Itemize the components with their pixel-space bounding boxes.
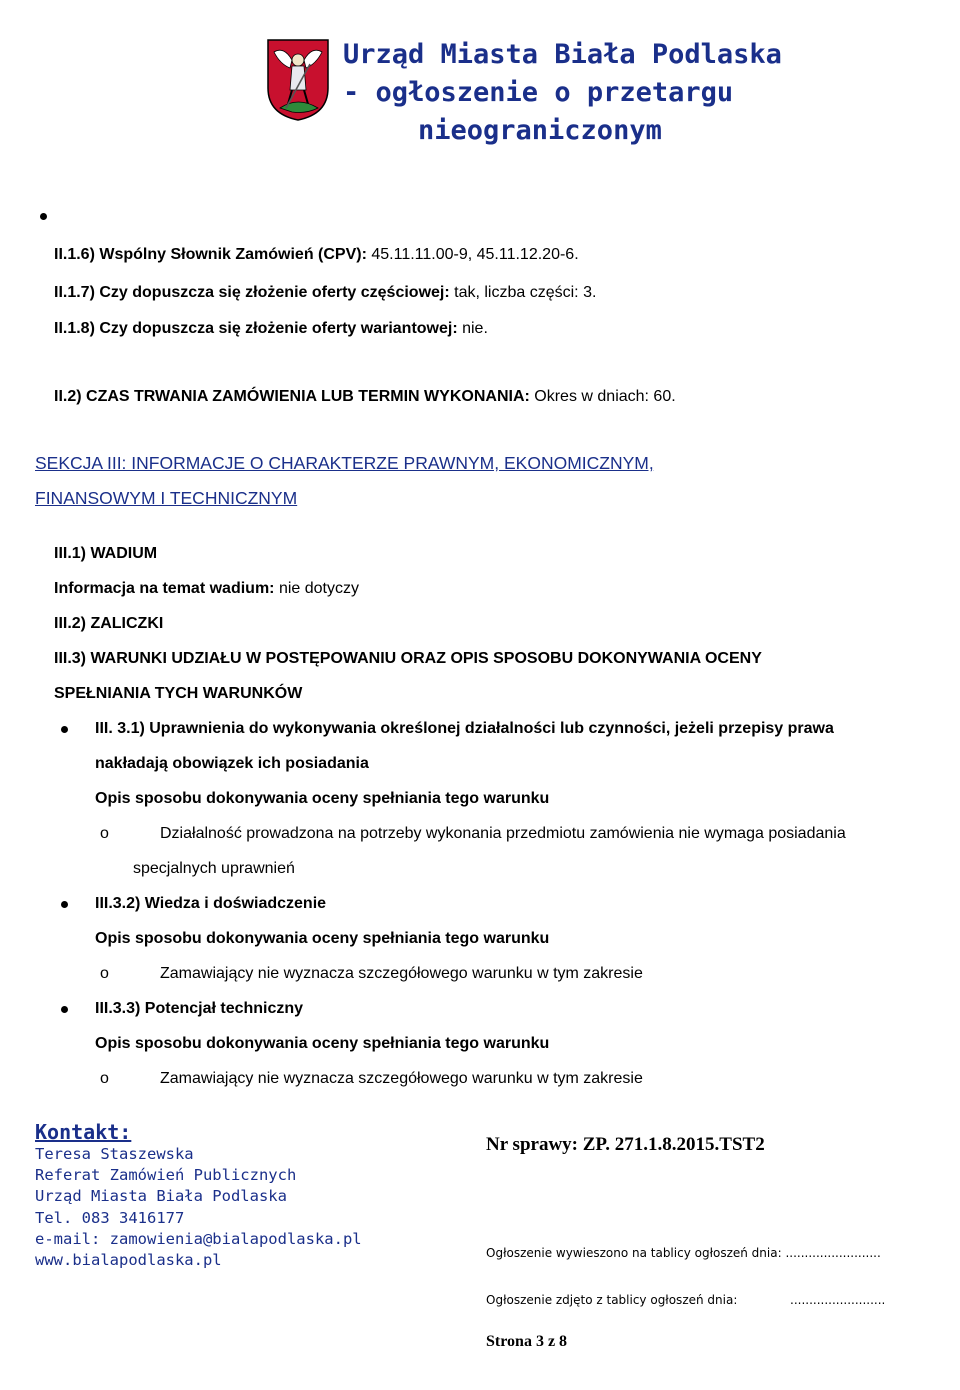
duration-label: II.2) CZAS TRWANIA ZAMÓWIENIA LUB TERMIN WYKONANIA: (54, 388, 530, 405)
bullet-item-3 (61, 1006, 68, 1013)
item1-desc-line1: Działalność prowadzona na potrzeby wykonania przedmiotu zamówienia nie wymaga posiadania (160, 825, 846, 842)
item1-title-line2: nakładają obowiązek ich posiadania (95, 755, 369, 772)
item2-sub-bullet: o (100, 965, 109, 982)
item1-desc-line2: specjalnych uprawnień (133, 860, 295, 877)
coat-of-arms-icon (266, 38, 330, 122)
cpv-line (54, 246, 579, 264)
posted-label: Ogłoszenie wywieszono na tablicy ogłoszeń dnia: (486, 1246, 786, 1260)
header-title (343, 36, 782, 150)
item3-sub-bullet: o (100, 1070, 109, 1087)
contact-phone: Tel. 083 3416177 (35, 1209, 185, 1227)
duration-value: Okres w dniach: 60. (529, 388, 676, 405)
item2-desc-label: Opis sposobu dokonywania oceny spełniania tego warunku (95, 930, 550, 947)
item1-sub-bullet: o (100, 825, 109, 842)
case-number: Nr sprawy: ZP. 271.1.8.2015.TST2 (486, 1134, 765, 1155)
zaliczki-heading: III.2) ZALICZKI (54, 615, 164, 632)
variant-offer-value: nie. (457, 320, 488, 337)
item3-desc-label: Opis sposobu dokonywania oceny spełniania tego warunku (95, 1035, 550, 1052)
bullet-item-1 (61, 726, 68, 733)
contact-website-link[interactable]: www.bialapodlaska.pl (35, 1251, 222, 1269)
cpv-value: 45.11.11.00-9, 45.11.12.20-6. (366, 246, 579, 263)
posted-line (486, 1246, 881, 1260)
item1-desc-label: Opis sposobu dokonywania oceny spełniania tego warunku (95, 790, 550, 807)
bullet-empty (40, 213, 47, 220)
removed-value: ......................... (790, 1293, 886, 1307)
cpv-label: II.1.6) Wspólny Słownik Zamówień (CPV): (54, 246, 367, 263)
contact-email-label: e-mail: (35, 1230, 110, 1248)
warunki-heading-line2: SPEŁNIANIA TYCH WARUNKÓW (54, 685, 303, 702)
variant-offer-label: II.1.8) Czy dopuszcza się złożenie oferty wariantowej: (54, 320, 458, 337)
contact-office: Urząd Miasta Biała Podlaska (35, 1187, 287, 1205)
wadium-line (54, 580, 359, 598)
partial-offer-value: tak, liczba części: 3. (449, 284, 597, 301)
item2-desc-line1: Zamawiający nie wyznacza szczegółowego warunku w tym zakresie (160, 965, 643, 982)
wadium-value: nie dotyczy (274, 580, 359, 597)
bullet-item-2 (61, 901, 68, 908)
section3-heading-line2: FINANSOWYM I TECHNICZNYM (35, 488, 298, 508)
contact-website-line (35, 1251, 222, 1269)
duration-line (54, 388, 676, 406)
variant-offer-line (54, 320, 488, 338)
page-number: Strona 3 z 8 (486, 1333, 568, 1350)
header-title-line3: nieograniczonym (418, 115, 662, 146)
contact-email-line (35, 1230, 362, 1248)
wadium-label: Informacja na temat wadium: (54, 580, 275, 597)
removed-label: Ogłoszenie zdjęto z tablicy ogłoszeń dnia: (486, 1293, 738, 1307)
contact-heading: Kontakt: (35, 1120, 132, 1144)
removed-line (486, 1293, 737, 1307)
posted-value: ......................... (785, 1246, 881, 1260)
item1-title-line1: III. 3.1) Uprawnienia do wykonywania określonej działalności lub czynności, jeżeli przepisy prawa (95, 720, 834, 737)
item3-title: III.3.3) Potencjał techniczny (95, 1000, 304, 1017)
item2-title: III.3.2) Wiedza i doświadczenie (95, 895, 327, 912)
header-title-line2: - ogłoszenie o przetargu (343, 77, 734, 108)
warunki-heading-line1: III.3) WARUNKI UDZIAŁU W POSTĘPOWANIU ORAZ OPIS SPOSOBU DOKONYWANIA OCENY (54, 650, 762, 667)
contact-email-link[interactable]: zamowienia@bialapodlaska.pl (109, 1230, 362, 1248)
item3-desc-line1: Zamawiający nie wyznacza szczegółowego warunku w tym zakresie (160, 1070, 643, 1087)
partial-offer-line (54, 284, 596, 302)
contact-dept: Referat Zamówień Publicznych (35, 1166, 297, 1184)
wadium-heading: III.1) WADIUM (54, 545, 158, 562)
section3-heading-line1: SEKCJA III: INFORMACJE O CHARAKTERZE PRAWNYM, EKONOMICZNYM, (35, 453, 654, 473)
header-title-line1: Urząd Miasta Biała Podlaska (343, 39, 782, 70)
contact-name: Teresa Staszewska (35, 1145, 194, 1163)
partial-offer-label: II.1.7) Czy dopuszcza się złożenie oferty częściowej: (54, 284, 450, 301)
